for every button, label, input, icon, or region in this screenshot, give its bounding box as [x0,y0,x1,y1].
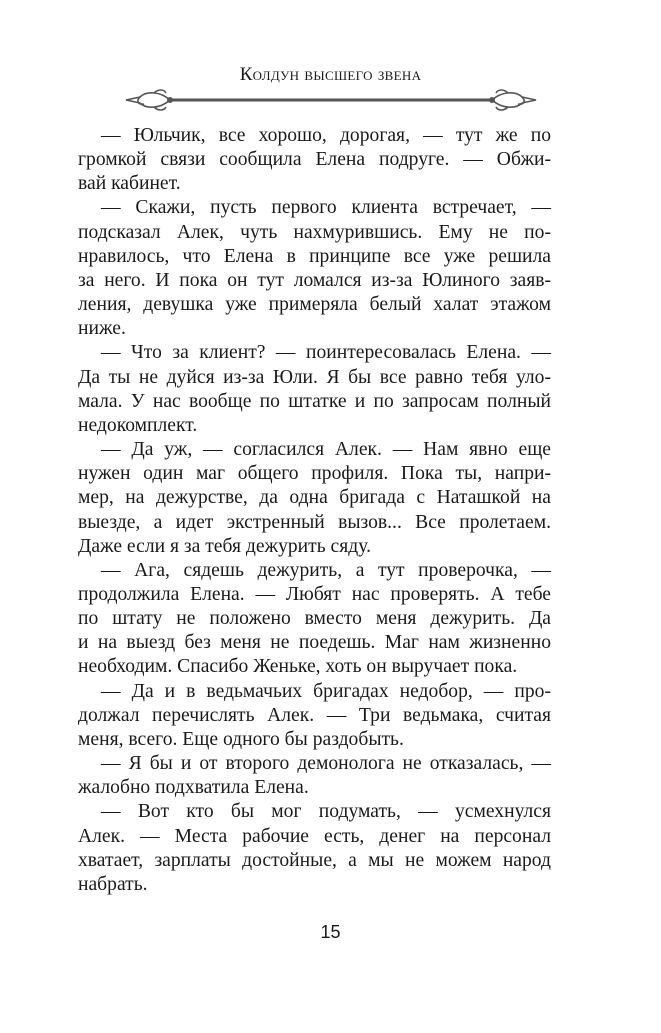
text-line: — Да уж, — согласился Алек. — Нам явно еще [101,439,551,461]
text-line: набрать. [78,873,148,895]
paragraph [78,341,551,438]
text-line: должал перечислять Алек. — Три ведьмака, считая [78,704,551,726]
text-line: ниже. [78,318,126,340]
text-line: жалобно подхватила Елена. [78,777,309,799]
text-line: — Скажи, пусть первого клиента встречает, — [101,197,551,219]
text-line: Алек. — Места рабочие есть, денег на персонал [78,825,551,847]
text-line: необходим. Спасибо Женьке, хоть он выручает пока. [78,656,518,678]
text-line: за него. И пока он тут ломался из-за Юлиного заяв- [78,269,551,291]
text-line: выезде, а идет экстренный вызов... Все пролетаем. [78,511,551,533]
text-line: и на выезд без меня не поедешь. Маг нам жизненно [78,632,551,654]
text-line: меня, всего. Еще одного бы раздобыть. [78,728,404,750]
page-number: 15 [320,922,341,942]
text-line: — Юльчик, все хорошо, дорогая, — тут же по [101,125,551,146]
text-line: Да ты не дуйся из-за Юли. Я бы все равно тебя уло- [78,366,551,388]
paragraph [78,124,551,196]
text-line: подсказал Алек, чуть нахмурившись. Ему не по- [78,221,551,243]
text-line: Даже если я за тебя дежурить сяду. [78,535,371,557]
body-text [78,124,551,897]
text-line: нужен один маг общего профиля. Пока ты, напри- [78,463,551,485]
text-line: — Ага, сядешь дежурить, а тут проверочка, — [101,559,551,581]
ornament-divider [124,87,538,113]
text-line: громкой связи сообщила Елена подруге. — Обжи- [78,149,551,171]
paragraph [78,438,551,559]
text-line: ления, девушка уже примеряла белый халат этажом [78,294,551,316]
text-line: мала. У нас вообще по штатке и по запросам полный [78,390,551,412]
text-line: — Я бы и от второго демонолога не отказалась, — [101,753,551,775]
paragraph [78,752,551,800]
text-line: продолжила Елена. — Любят нас проверять. А тебе [78,583,551,605]
text-line: хватает, зарплаты достойные, а мы не можем народ [78,849,551,871]
text-line: — Да и в ведьмачьих бригадах недобор, — про- [101,680,551,702]
paragraph [78,559,551,680]
text-line: — Вот кто бы мог подумать, — усмехнулся [101,801,551,823]
text-line: вай кабинет. [78,173,181,195]
paragraph [78,680,551,752]
text-line: нравилось, что Елена в принципе все уже решила [78,245,551,267]
paragraph [78,196,551,341]
text-line: недокомплект. [78,414,198,436]
running-head: Колдун высшего звена [239,64,422,85]
text-line: — Что за клиент? — поинтересовалась Елена. — [101,342,551,364]
text-line: по штату не положено вместо меня дежурить. Да [78,608,551,630]
paragraph [78,800,551,897]
text-line: мер, на дежурстве, да одна бригада с Наташкой на [78,487,551,509]
